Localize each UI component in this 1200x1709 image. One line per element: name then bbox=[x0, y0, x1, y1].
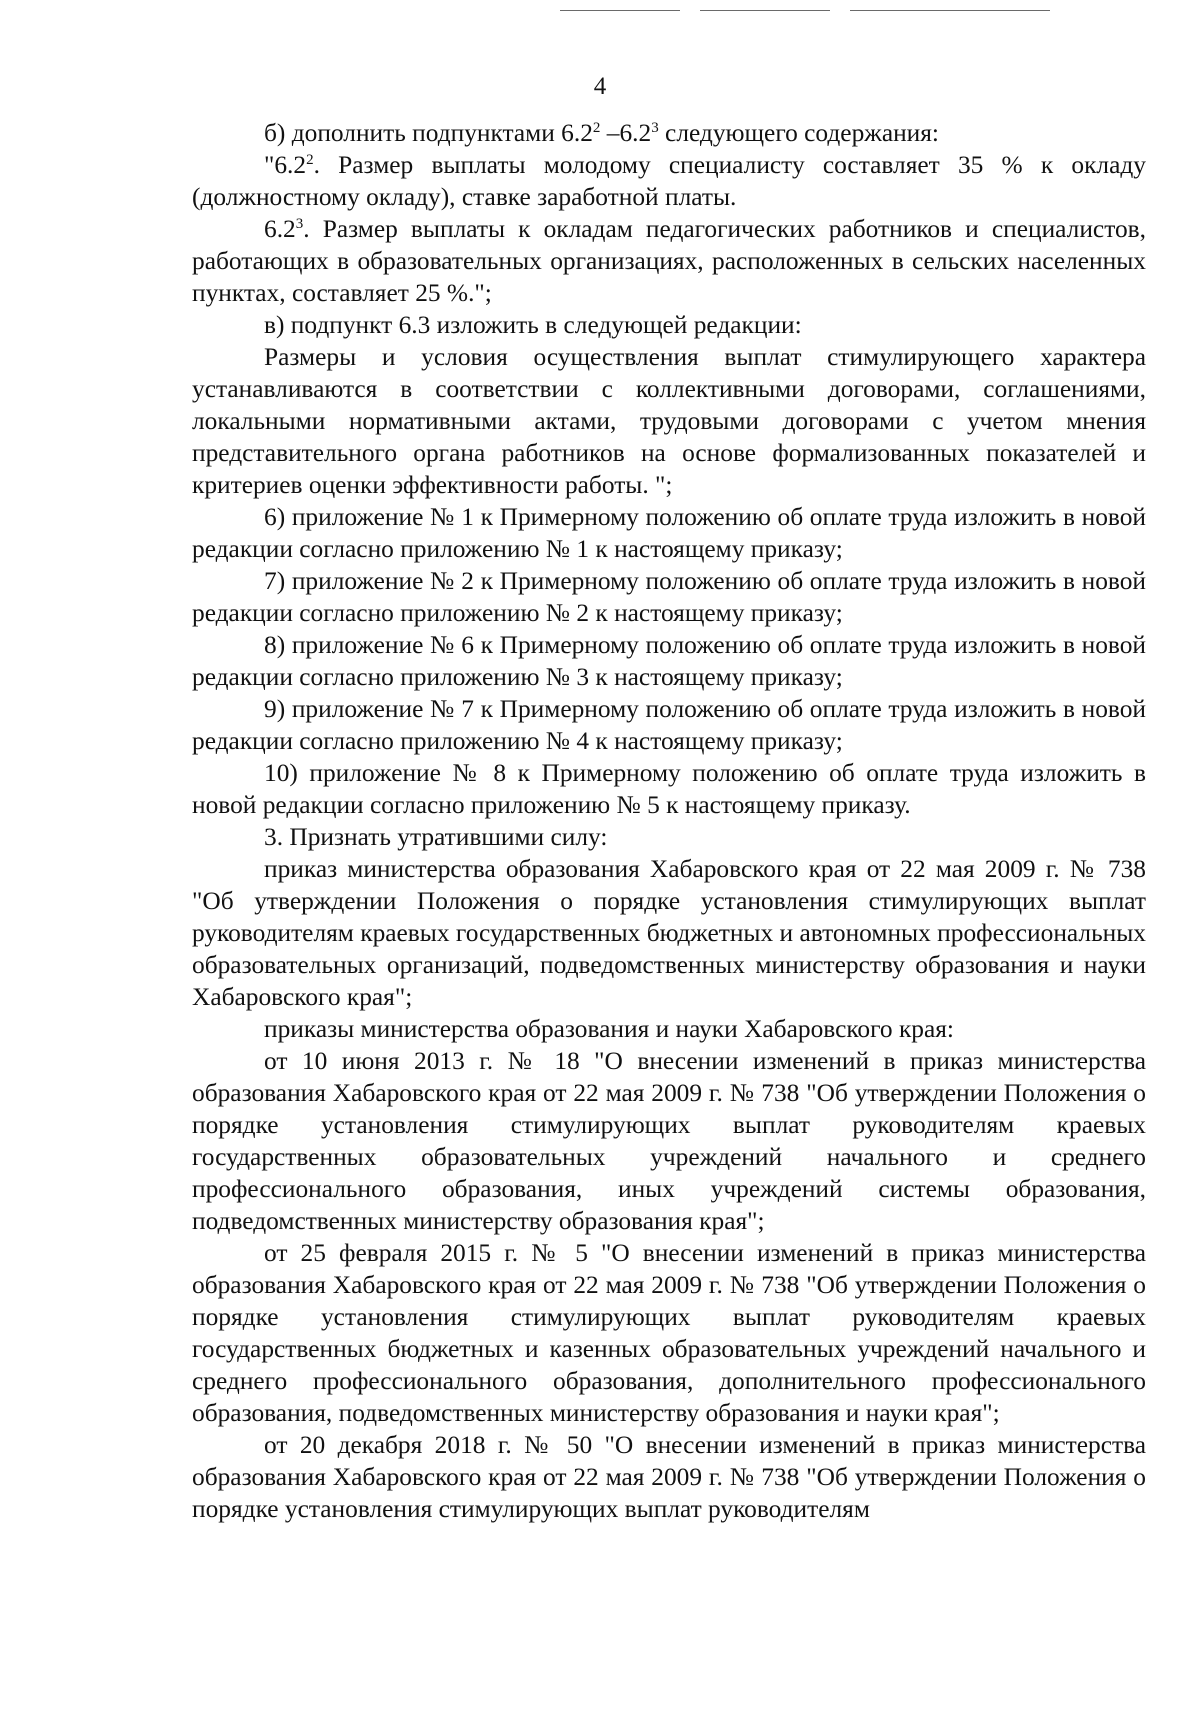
scan-edge-line bbox=[850, 10, 1050, 11]
paragraph: $6.2^3$. Размер выплаты к окладам педагогических работников и специалистов, работающих в образовательных организациях, расположенных в сельских населенных пунктах, составляет 25 %."; bbox=[192, 215, 1146, 307]
paragraph: 9) приложение № 7 к Примерному положению об оплате труда изложить в новой редакции согласно приложению № 4 к настоящему приказу; bbox=[192, 695, 1146, 755]
scan-edge-line bbox=[700, 10, 830, 11]
paragraph: 3. Признать утратившими силу: bbox=[264, 823, 608, 851]
paragraph: Размеры и условия осуществления выплат стимулирующего характера устанавливаются в соответствии с коллективными договорами, соглашениями, локальными нормативными актами, трудовыми договорами с учетом мнения представительного органа работников на основе формализованных показателей и критериев оценки эффективности работы. "; bbox=[192, 343, 1146, 499]
paragraph: в) подпункт 6.3 изложить в следующей редакции: bbox=[264, 311, 802, 339]
paragraph: от 10 июня 2013 г. № 18 "О внесении изменений в приказ министерства образования Хабаровского края от 22 мая 2009 г. № 738 "Об утверждении Положения о порядке установления стимулирующих выплат руководителям краевых государственных образовательных учреждений начального и среднего профессионального образования, иных учреждений системы образования, подведомственных министерству образования края"; bbox=[192, 1047, 1146, 1235]
paragraph: б) дополнить подпунктами $6.2^2$ $-6.2^3$ следующего содержания: bbox=[264, 119, 939, 147]
paragraph: 8) приложение № 6 к Примерному положению об оплате труда изложить в новой редакции согласно приложению № 3 к настоящему приказу; bbox=[192, 631, 1146, 691]
paragraph: приказы министерства образования и науки Хабаровского края: bbox=[264, 1015, 954, 1043]
paragraph: 6) приложение № 1 к Примерному положению об оплате труда изложить в новой редакции согласно приложению № 1 к настоящему приказу; bbox=[192, 503, 1146, 563]
page-number: 4 bbox=[593, 73, 607, 100]
paragraph: 10) приложение № 8 к Примерному положению об оплате труда изложить в новой редакции согласно приложению № 5 к настоящему приказу. bbox=[192, 759, 1146, 819]
paragraph: от 20 декабря 2018 г. № 50 "О внесении изменений в приказ министерства образования Хабаровского края от 22 мая 2009 г. № 738 "Об утверждении Положения о порядке установления стимулирующих выплат руководителям bbox=[192, 1431, 1146, 1523]
paragraph: от 25 февраля 2015 г. № 5 "О внесении изменений в приказ министерства образования Хабаровского края от 22 мая 2009 г. № 738 "Об утверждении Положения о порядке установления стимулирующих выплат руководителям краевых государственных бюджетных и казенных образовательных учреждений начального и среднего профессионального образования, дополнительного профессионального образования, подведомственных министерству образования и науки края"; bbox=[192, 1239, 1146, 1427]
paragraph: "$6.2^2$. Размер выплаты молодому специалисту составляет 35 % к окладу (должностному окладу), ставке заработной платы. bbox=[192, 151, 1146, 211]
paragraph: 7) приложение № 2 к Примерному положению об оплате труда изложить в новой редакции согласно приложению № 2 к настоящему приказу; bbox=[192, 567, 1146, 627]
document-body bbox=[192, 117, 1146, 1525]
paragraph: приказ министерства образования Хабаровского края от 22 мая 2009 г. № 738 "Об утверждении Положения о порядке установления стимулирующих выплат руководителям краевых государственных бюджетных и автономных профессиональных образовательных организаций, подведомственных министерству образования и науки Хабаровского края"; bbox=[192, 855, 1146, 1011]
scan-edge-line bbox=[560, 10, 680, 11]
